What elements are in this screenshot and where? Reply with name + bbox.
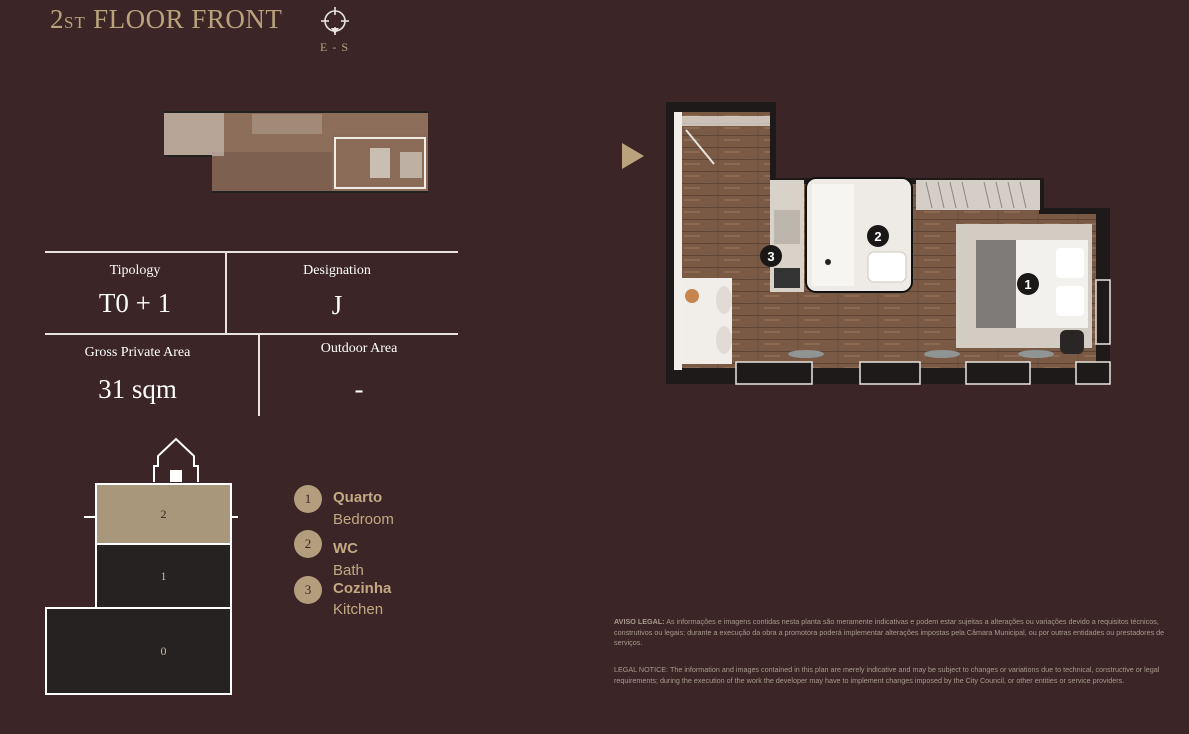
legend-badge-1: 1 (294, 485, 322, 513)
outdoor-area-value: - (354, 374, 364, 404)
legend-translation-3: Kitchen (333, 601, 384, 618)
title-rest: FLOOR FRONT (93, 4, 283, 34)
title-number: 2 (50, 4, 64, 34)
designation-value: J (331, 290, 343, 320)
floor-plan (664, 100, 1114, 386)
svg-text:1: 1 (1024, 277, 1032, 292)
legal-en-text: The information and images contained in this plan are merely indicative and may be subject to changes or variations due to technical, constructive or legal requirements; during the execution of the work the developer may have to implement changes imposed by the City Council, or other entities or service providers. (614, 665, 1160, 685)
designation-label: Designation (303, 263, 371, 278)
title-suffix: ST (64, 13, 86, 32)
floor-2[interactable]: 2 (95, 483, 232, 545)
legal-pt-text: As informações e imagens contidas nesta planta são meramente indicativas e podem estar sujeitas a alterações ou variações devido a requisitos técnicos, construtivos ou legais; durante a execução da obra a promotora poderá implementar alterações impostas pela Câmara Municipal, ou por outras entidades ou prestadores de serviços. (614, 617, 1165, 647)
orientation-label: E - S (320, 40, 349, 54)
legend-badge-2: 2 (294, 530, 322, 558)
legend-name-1: Quarto (333, 489, 383, 506)
legend-translation-1: Bedroom (333, 511, 394, 528)
legal-notice-en (614, 665, 1184, 686)
legend-name-2: WC (333, 540, 358, 557)
legal-pt-label: AVISO LEGAL: (614, 617, 665, 626)
gross-area-value: 31 sqm (98, 374, 177, 404)
plan-marker-1 (1017, 273, 1039, 295)
legal-notice-pt (614, 617, 1184, 649)
floor-0-label: 0 (160, 643, 167, 658)
outdoor-area-label: Outdoor Area (320, 341, 398, 356)
compass-icon (320, 6, 350, 36)
tipology-value: T0 + 1 (98, 288, 172, 318)
legend-badge-3: 3 (294, 576, 322, 604)
legend-name-3: Cozinha (333, 580, 392, 597)
svg-text:2: 2 (874, 229, 882, 244)
legal-en-label: LEGAL NOTICE: (614, 665, 669, 674)
gross-area-label: Gross Private Area (84, 345, 191, 360)
play-icon[interactable] (620, 141, 646, 171)
svg-text:3: 3 (767, 249, 775, 264)
floor-0[interactable] (45, 607, 232, 695)
tipology-label: Tipology (109, 263, 161, 278)
key-plan-thumbnail (160, 108, 432, 196)
legend-translation-2: Bath (333, 562, 364, 579)
plan-marker-2 (867, 225, 889, 247)
plan-marker-3 (760, 245, 782, 267)
floor-1[interactable]: 1 (95, 543, 232, 609)
page-title (50, 4, 282, 35)
building-roof (148, 436, 204, 484)
